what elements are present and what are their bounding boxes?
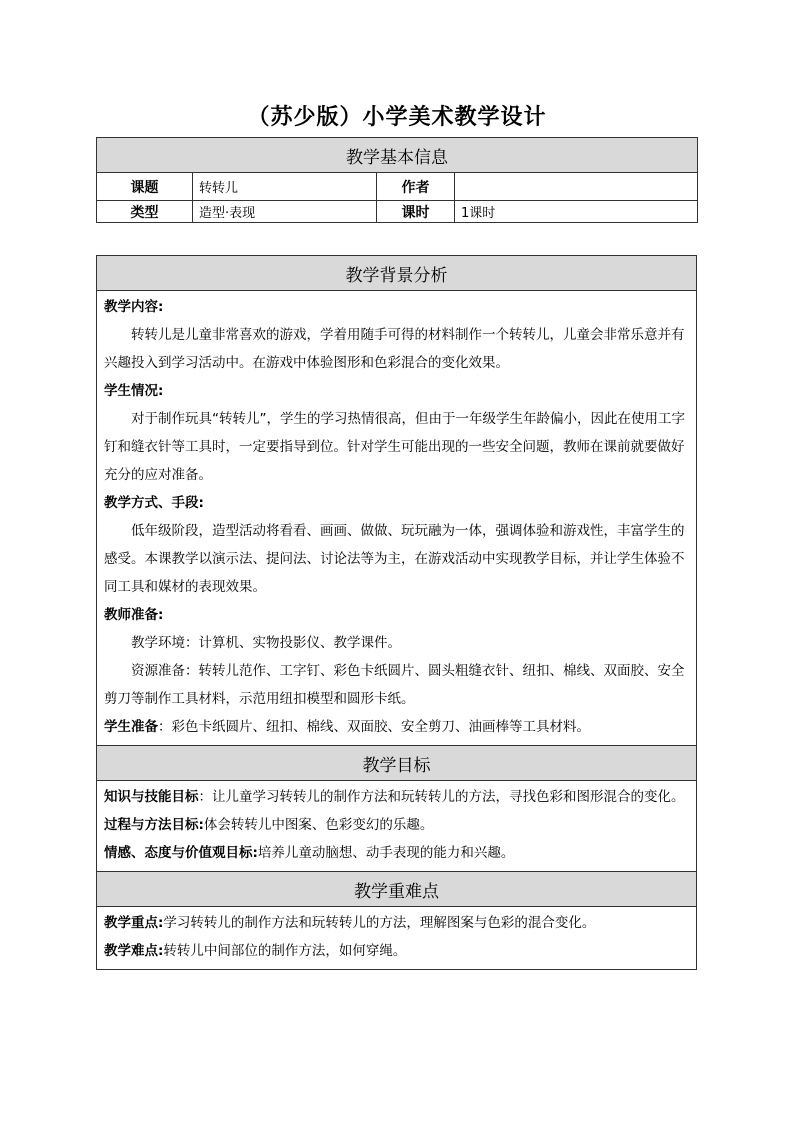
student-text: 对于制作玩具“转转儿”，学生的学习热情很高，但由于一年级学生年龄偏小，因此在使用工字钉和缝衣针等工具时，一定要指导到位。针对学生可能出现的一些安全问题，教师在课前就要做好充分的应对准备。 xyxy=(104,411,685,483)
type-value: 造型·表现 xyxy=(193,201,377,223)
student-heading: 学生情况: xyxy=(104,383,164,399)
student-prep-text: ：彩色卡纸圆片、纽扣、棉线、双面胶、安全剪刀、油画棒等工具材料。 xyxy=(158,719,590,735)
difficulty-text: 转转儿中间部位的制作方法，如何穿绳。 xyxy=(163,943,407,959)
topic-value: 转转儿 xyxy=(193,173,377,201)
hours-label: 课时 xyxy=(377,201,455,223)
method-heading: 教学方式、手段: xyxy=(104,495,204,511)
process-label: 过程与方法目标: xyxy=(104,817,204,833)
focus-label: 教学重点: xyxy=(104,915,164,931)
goals-section xyxy=(97,781,697,872)
knowledge-text: ：让儿童学习转转儿的制作方法和玩转转儿的方法，寻找色彩和图形混合的变化。 xyxy=(198,789,685,805)
emotion-text: 培养儿童动脑想、动手表现的能力和兴趣。 xyxy=(257,845,515,861)
knowledge-label: 知识与技能目标 xyxy=(104,789,199,805)
background-header: 教学背景分析 xyxy=(97,256,697,291)
author-label: 作者 xyxy=(377,173,455,201)
process-goal xyxy=(104,811,689,839)
student-prep xyxy=(104,713,689,741)
key-points-header: 教学重难点 xyxy=(97,872,697,907)
emotion-goal xyxy=(104,839,689,867)
topic-label: 课题 xyxy=(97,173,193,201)
type-label: 类型 xyxy=(97,201,193,223)
process-text: 体会转转儿中图案、色彩变幻的乐趣。 xyxy=(203,817,434,833)
difficulty-point xyxy=(104,937,689,965)
background-section xyxy=(97,291,697,746)
lesson-analysis-table xyxy=(96,255,697,970)
teacher-resources: 资源准备：转转儿范作、工字钉、彩色卡纸圆片、圆头粗缝衣针、纽扣、棉线、双面胶、安全剪刀等制作工具材料，示范用纽扣模型和圆形卡纸。 xyxy=(104,663,685,707)
document-title: （苏少版）小学美术教学设计 xyxy=(247,105,547,130)
hours-value: 1课时 xyxy=(455,201,698,223)
content-heading: 教学内容: xyxy=(104,299,164,315)
goals-header: 教学目标 xyxy=(97,746,697,781)
focus-text: 学习转转儿的制作方法和玩转转儿的方法，理解图案与色彩的混合变化。 xyxy=(163,915,596,931)
basic-info-header: 教学基本信息 xyxy=(97,138,698,173)
key-points-section xyxy=(97,907,697,970)
student-prep-label: 学生准备 xyxy=(104,719,158,735)
knowledge-goal xyxy=(104,783,689,811)
difficulty-label: 教学难点: xyxy=(104,943,164,959)
teacher-env: 教学环境：计算机、实物投影仪、教学课件。 xyxy=(131,635,401,651)
teacher-heading: 教师准备: xyxy=(104,607,164,623)
content-text: 转转儿是儿童非常喜欢的游戏，学着用随手可得的材料制作一个转转儿，儿童会非常乐意并有兴趣投入到学习活动中。在游戏中体验图形和色彩混合的变化效果。 xyxy=(104,327,685,371)
author-value xyxy=(455,173,698,201)
basic-info-table xyxy=(96,137,698,223)
emotion-label: 情感、态度与价值观目标: xyxy=(104,845,258,861)
method-text: 低年级阶段，造型活动将看看、画画、做做、玩玩融为一体，强调体验和游戏性，丰富学生的感受。本课教学以演示法、提问法、讨论法等为主，在游戏活动中实现教学目标，并让学生体验不同工具和媒材的表现效果。 xyxy=(104,523,685,595)
focus-point xyxy=(104,909,689,937)
